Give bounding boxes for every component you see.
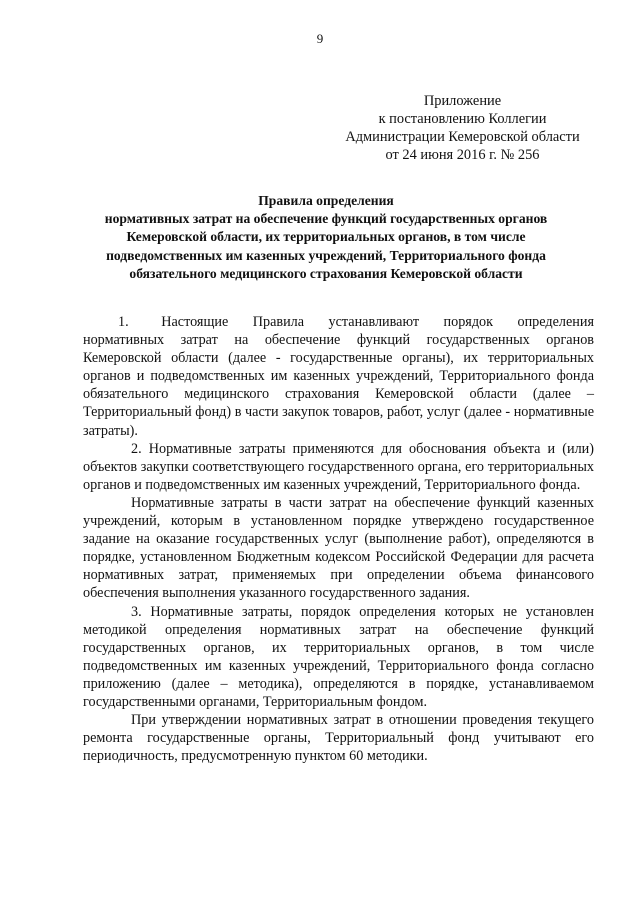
title-line: Кемеровской области, их территориальных органов, в том числе xyxy=(126,229,526,245)
paragraph-3: Нормативные затраты в части затрат на обеспечение функций казенных учреждений, которым в установленном порядке утверждено государственное задание на оказание государственных услуг (выполнение работ), определяются в порядке, установленном Бюджетным кодексом Российской Федерации для расчета нормативных затрат, применяемых при определении объема финансового обеспечения выполнения указанного государственного задания. xyxy=(83,494,594,602)
document-body xyxy=(83,313,598,765)
document-title xyxy=(56,192,596,283)
appendix-line: Администрации Кемеровской области xyxy=(345,129,580,145)
appendix-block xyxy=(330,92,595,164)
paragraph-5: При утверждении нормативных затрат в отношении проведения текущего ремонта государственные органы, Территориальный фонд учитывают его периодичность, предусмотренную пунктом 60 методики. xyxy=(83,712,594,765)
title-line: подведомственных им казенных учреждений, Территориального фонда xyxy=(106,247,546,263)
paragraph-2: 2. Нормативные затраты применяются для обоснования объекта и (или) объектов закупки соответствующего государственного органа, его территориальных органов и подведомственных им казенных учреждений, Территориального фонда. xyxy=(83,440,594,493)
appendix-line: Приложение xyxy=(423,93,502,109)
paragraph-4: 3. Нормативные затраты, порядок определения которых не установлен методикой определения нормативных затрат на обеспечение функций государственных органов, их территориальных органов, в том числе подведомственных им казенных учреждений, Территориального фонда согласно приложению (далее – методика), определяются в порядке, устанавливаемом государственными органами, Территориальным фондом. xyxy=(83,603,594,710)
paragraph-1: 1. Настоящие Правила устанавливают порядок определения нормативных затрат на обеспечение функций государственных органов Кемеровской области (далее - государственные органы), их территориальных органов и подведомственных им казенных учреждений, Территориального фонда обязательного медицинского страхования Кемеровской области (далее – Территориальный фонд) в части закупок товаров, работ, услуг (далее - нормативные затраты). xyxy=(83,314,598,439)
title-line: обязательного медицинского страхования Кемеровской области xyxy=(129,265,523,281)
appendix-line: к постановлению Коллегии xyxy=(378,111,547,127)
appendix-line: от 24 июня 2016 г. № 256 xyxy=(385,147,540,163)
title-line: Правила определения xyxy=(258,193,394,208)
title-line: нормативных затрат на обеспечение функций государственных органов xyxy=(104,211,548,227)
page-number: 9 xyxy=(316,31,324,46)
